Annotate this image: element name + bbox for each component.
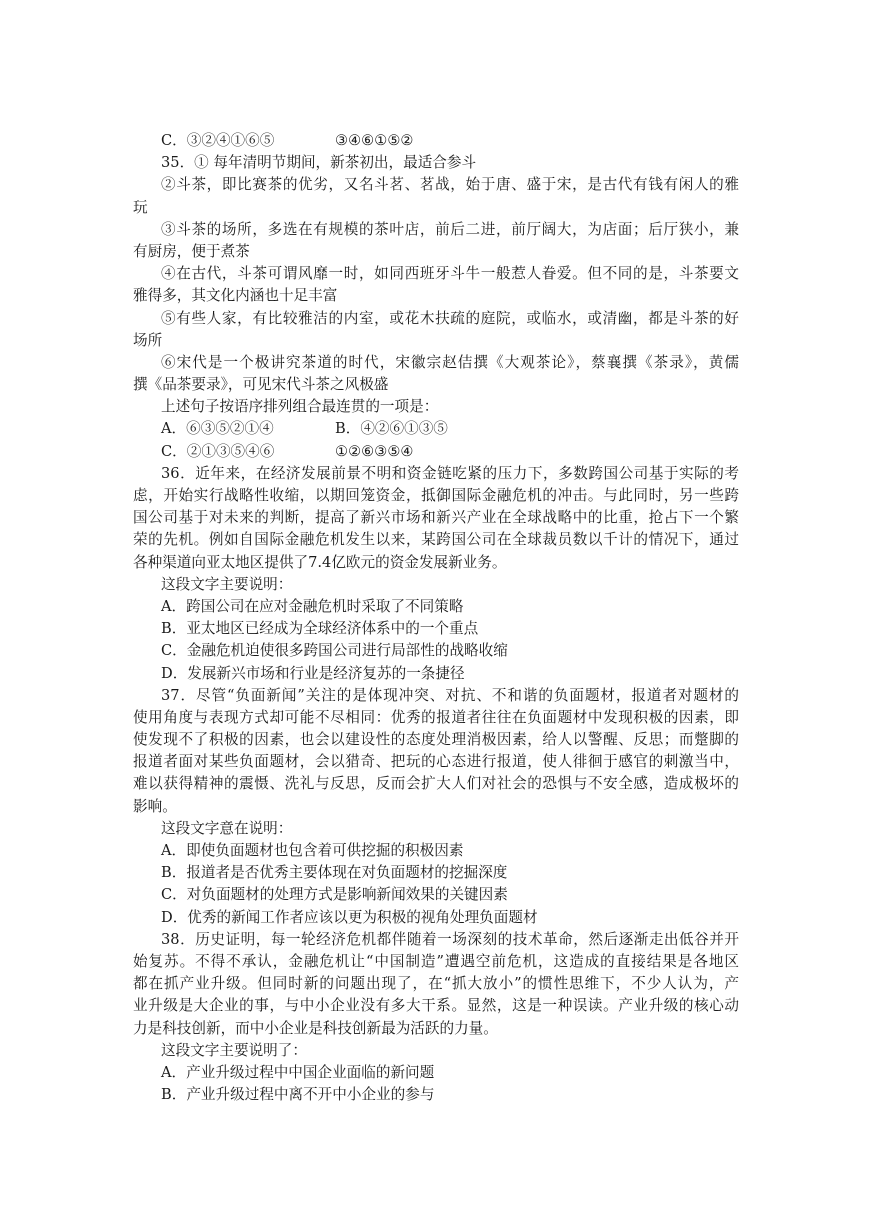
q38-passage-line: 始复苏。不得不承认，金融危机让“中国制造”遭遇空前危机，这造成的直接结果是各地区 xyxy=(133,952,739,970)
q35-sentence-4: ④在古代，斗茶可谓风靡一时，如同西班牙斗牛一般惹人眷爱。但不同的是，斗茶要文 xyxy=(161,265,739,283)
q35-stem: 35．① 每年清明节期间，新茶初出，最适合参斗 xyxy=(161,154,477,172)
q35-sentence-5-cont: 场所 xyxy=(133,331,163,349)
q37-option-b: B．报道者是否优秀主要体现在对负面题材的挖掘深度 xyxy=(161,864,508,882)
q36-passage-line: 虑，开始实行战略性收缩，以期回笼资金，抵御国际金融危机的冲击。与此同时，另一些跨 xyxy=(133,487,739,504)
q37-option-a: A．即使负面题材也包含着可供挖掘的积极因素 xyxy=(161,842,464,859)
document-body xyxy=(133,130,739,1106)
q35-option-a: A．⑥③⑤②①④ xyxy=(161,420,274,438)
q36-option-c: C．金融危机迫使很多跨国公司进行局部性的战略收缩 xyxy=(161,642,508,660)
q38-option-b: B．产业升级过程中离不开中小企业的参与 xyxy=(161,1086,435,1104)
q38-passage-line: 都在抓产业升级。但同时新的问题出现了，在“抓大放小”的惯性思维下，不少人认为，产 xyxy=(133,975,739,993)
q36-question: 这段文字主要说明： xyxy=(161,575,293,593)
q37-passage-line: 使用角度与表现方式却可能不尽相同：优秀的报道者往往在负面题材中发现积极的因素，即 xyxy=(133,708,739,726)
q37-passage-line: 难以获得精神的震慑、洗礼与反思，反而会扩大人们对社会的恐惧与不安全感，造成极坏的 xyxy=(133,775,739,793)
q36-option-a: A．跨国公司在应对金融危机时采取了不同策略 xyxy=(161,597,464,615)
q37-passage-line: 影响。 xyxy=(133,797,177,815)
q37-passage-line: 37．尽管“负面新闻”关注的是体现冲突、对抗、不和谐的负面题材，报道者对题材的 xyxy=(161,686,739,704)
q36-passage-line: 各种渠道向亚太地区提供了7.4亿欧元的资金发展新业务。 xyxy=(133,553,507,571)
q37-option-d: D．优秀的新闻工作者应该以更为积极的视角处理负面题材 xyxy=(161,908,538,926)
q36-passage-line: 国公司基于对未来的判断，提高了新兴市场和新兴产业在全球战略中的比重，抢占下一个繁 xyxy=(133,509,739,527)
q38-passage-line: 38．历史证明，每一轮经济危机都伴随着一场深刻的技术革命，然后逐渐走出低谷并开 xyxy=(161,930,739,948)
q35-options-cd xyxy=(133,441,739,463)
q35-option-b: B．④②⑥①③⑤ xyxy=(335,420,448,438)
q38-passage-line: 业升级是大企业的事，与中小企业没有多大干系。显然，这是一种误读。产业升级的核心动 xyxy=(133,997,739,1015)
q37-question: 这段文字意在说明： xyxy=(161,819,293,837)
q34-option-d: ③④⑥①⑤② xyxy=(335,132,414,149)
q37-option-c: C．对负面题材的处理方式是影响新闻效果的关键因素 xyxy=(161,886,508,904)
q35-options-ab xyxy=(133,418,739,440)
q38-passage-line: 力是科技创新，而中小企业是科技创新最为活跃的力量。 xyxy=(133,1019,498,1037)
q35-sentence-6-cont: 撰《品茶要录》，可见宋代斗茶之风极盛 xyxy=(133,376,389,394)
q37-passage-line: 报道者面对某些负面题材，会以猎奇、把玩的心态进行报道，使人徘徊于感官的刺激当中， xyxy=(133,753,739,771)
q38-question: 这段文字主要说明了： xyxy=(161,1041,307,1059)
q35-sentence-3-cont: 有厨房，便于煮茶 xyxy=(133,242,250,260)
q35-sentence-2-cont: 玩 xyxy=(133,198,148,216)
q34-option-c: C．③②④①⑥⑤ xyxy=(161,132,275,149)
q34-options-cd xyxy=(133,130,739,152)
q37-passage-line: 使发现不了积极的因素，也会以建设性的态度处理消极因素，给人以警醒、反思；而蹩脚的 xyxy=(133,731,739,749)
q36-option-d: D．发展新兴市场和行业是经济复苏的一条捷径 xyxy=(161,664,465,682)
q36-passage-line: 36．近年来，在经济发展前景不明和资金链吃紧的压力下，多数跨国公司基于实际的考 xyxy=(161,464,739,482)
q35-sentence-6: ⑥宋代是一个极讲究茶道的时代，宋徽宗赵佶撰《大观茶论》，蔡襄撰《茶录》，黄儒 xyxy=(161,353,739,371)
q38-option-a: A．产业升级过程中中国企业面临的新问题 xyxy=(161,1063,435,1081)
q35-sentence-4-cont: 雅得多，其文化内涵也十足丰富 xyxy=(133,287,338,305)
q35-sentence-5: ⑤有些人家，有比较雅洁的内室，或花木扶疏的庭院，或临水，或清幽，都是斗茶的好 xyxy=(161,309,739,327)
q35-sentence-2: ②斗茶，即比赛茶的优劣，又名斗茗、茗战，始于唐、盛于宋，是古代有钱有闲人的雅 xyxy=(161,176,739,194)
q35-option-c: C．②①③⑤④⑥ xyxy=(161,442,275,460)
q36-passage-line: 荣的先机。例如自国际金融危机发生以来，某跨国公司在全球裁员数以千计的情况下，通过 xyxy=(133,531,739,549)
q35-sentence-3: ③斗茶的场所，多选在有规模的茶叶店，前后二进，前厅阔大，为店面；后厅狭小，兼 xyxy=(161,220,739,238)
q36-option-b: B．亚太地区已经成为全球经济体系中的一个重点 xyxy=(161,620,479,638)
q35-question: 上述句子按语序排列组合最连贯的一项是： xyxy=(161,398,439,416)
q35-option-d: ①②⑥③⑤④ xyxy=(335,442,414,460)
